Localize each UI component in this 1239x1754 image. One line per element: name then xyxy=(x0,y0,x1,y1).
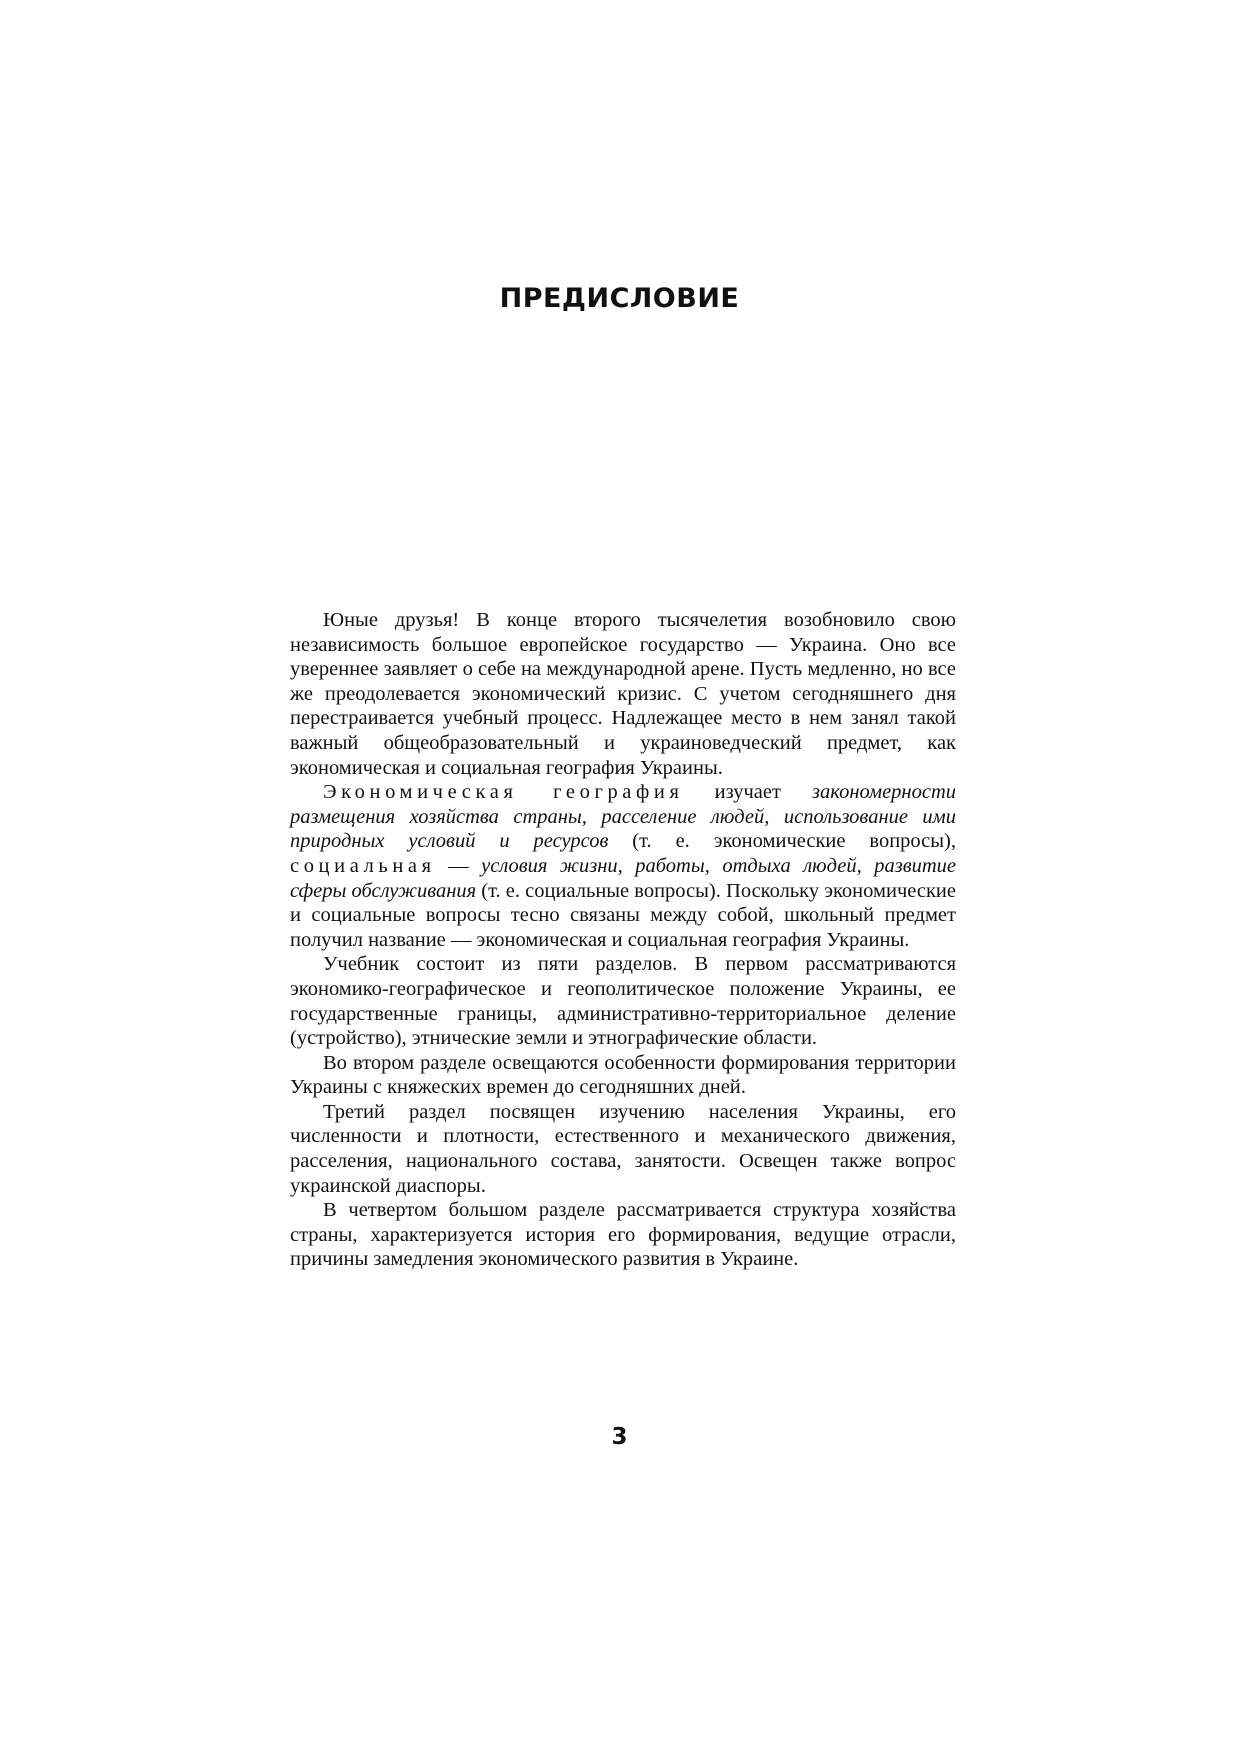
paragraph-2-text-2: (т. е. экономические вопросы), xyxy=(608,830,956,853)
paragraph-2-italic-1: закономерности размещения хозяйства страны, расселение людей, использование ими природных условий и ресурсов xyxy=(290,781,956,853)
term-economic-geography: Экономическая география xyxy=(323,781,684,804)
paragraph-2-text-4: (т. е. социальные вопросы). Поскольку экономические и социальные вопросы тесно связаны между собой, школьный предмет получил название — экономическая и социальная география Украины. xyxy=(290,879,957,951)
paragraph-4: Во втором разделе освещаются особенности формирования территории Украины с княжеских времен до сегодняшних дней. xyxy=(290,1051,956,1099)
paragraph-1: Юные друзья! В конце второго тысячелетия возобновило свою независимость большое европейское государство — Украина. Оно все увереннее заявляет о себе на международной арене. Пусть медленно, но все же преодолевается экономический кризис. С учетом сегодняшнего дня перестраивается учебный процесс. Надлежащее место в нем занял такой важный общеобразовательный и украиноведческий предмет, как экономическая и социальная география Украины. xyxy=(290,609,956,779)
paragraph-6: В четвертом большом разделе рассматривается структура хозяйства страны, характеризуется история его формирования, ведущие отрасли, причины замедления экономического развития в Украине. xyxy=(290,1199,956,1271)
paragraph-5: Третий раздел посвящен изучению населения Украины, его численности и плотности, естественного и механического движения, расселения, национального состава, занятости. Освещен также вопрос украинской диаспоры. xyxy=(290,1100,956,1197)
page-heading: ПРЕДИСЛОВИЕ xyxy=(499,283,740,314)
paragraph-2 xyxy=(290,780,956,952)
term-social: социальная xyxy=(290,854,436,877)
paragraph-2-text-3: — xyxy=(435,854,482,877)
paragraph-2-italic-2: условия жизни, работы, отдыха людей, развитие сферы обслуживания xyxy=(290,854,956,902)
paragraph-3: Учебник состоит из пяти разделов. В первом рассматриваются экономико-географическое и геополитическое положение Украины, ее государственные границы, административно-территориальное деление (устройство), этнические земли и этнографические области. xyxy=(290,953,956,1050)
page-number: 3 xyxy=(611,1424,628,1450)
paragraph-2-text-1: изучает xyxy=(683,781,813,804)
preface-body xyxy=(290,608,956,1272)
